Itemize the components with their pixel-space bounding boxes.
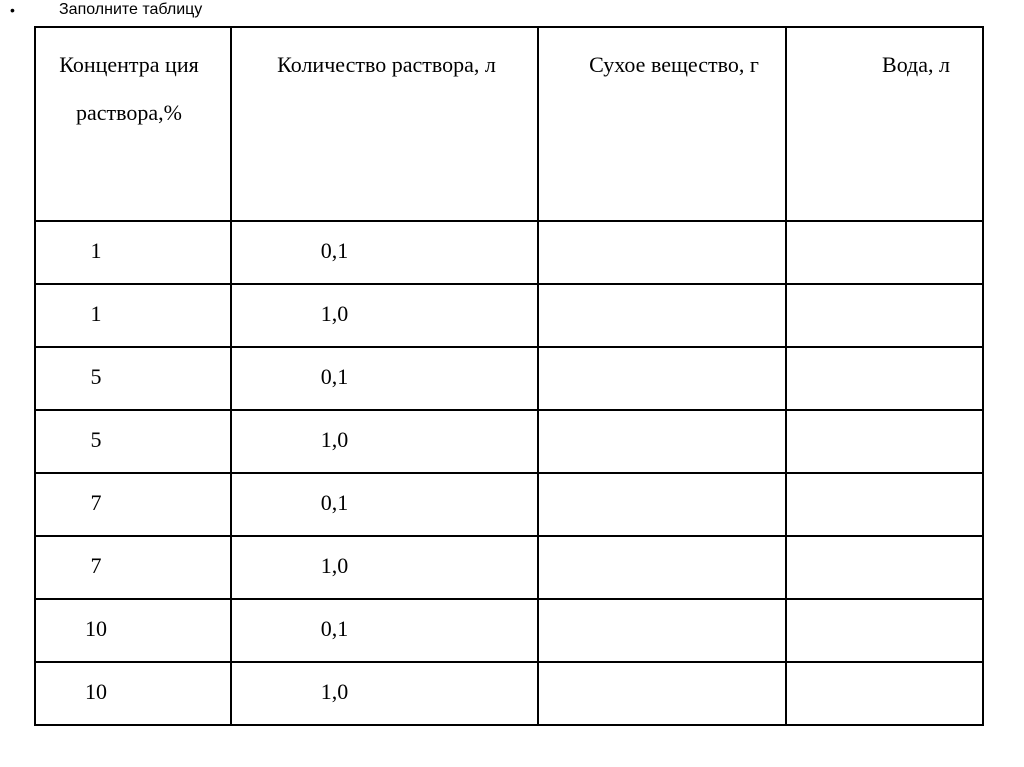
solution-table xyxy=(34,26,984,726)
cell-solution-amount xyxy=(231,347,538,410)
cell-water[interactable] xyxy=(786,599,983,662)
cell-solution-amount xyxy=(231,662,538,725)
cell-dry-matter-value xyxy=(539,474,785,488)
cell-dry-matter-value xyxy=(539,285,785,299)
table-row xyxy=(35,599,983,662)
cell-water[interactable] xyxy=(786,284,983,347)
header-dry-matter-label: Сухое вещество, г xyxy=(589,52,759,77)
cell-solution-amount-value: 1,0 xyxy=(320,301,349,326)
cell-concentration xyxy=(35,284,231,347)
cell-concentration xyxy=(35,410,231,473)
cell-concentration-value: 1 xyxy=(90,301,102,326)
cell-concentration-value: 7 xyxy=(90,553,102,578)
cell-solution-amount-value: 0,1 xyxy=(320,238,349,263)
cell-water-value xyxy=(787,222,982,236)
cell-concentration-value: 10 xyxy=(85,616,107,641)
cell-water[interactable] xyxy=(786,473,983,536)
cell-dry-matter-value xyxy=(539,600,785,614)
cell-water[interactable] xyxy=(786,536,983,599)
table-row xyxy=(35,536,983,599)
header-concentration xyxy=(35,27,231,221)
cell-concentration xyxy=(35,536,231,599)
header-dry-matter xyxy=(538,27,786,221)
cell-water[interactable] xyxy=(786,221,983,284)
cell-concentration-value: 10 xyxy=(85,679,107,704)
header-solution-amount xyxy=(231,27,538,221)
table-row xyxy=(35,284,983,347)
cell-water-value xyxy=(787,411,982,425)
cell-water-value xyxy=(787,537,982,551)
cell-concentration-value: 5 xyxy=(90,364,102,389)
cell-water-value xyxy=(787,600,982,614)
cell-dry-matter[interactable] xyxy=(538,221,786,284)
cell-dry-matter[interactable] xyxy=(538,473,786,536)
cell-water[interactable] xyxy=(786,662,983,725)
cell-solution-amount xyxy=(231,599,538,662)
header-solution-amount-label: Количество раствора, л xyxy=(277,52,496,77)
cell-solution-amount-value: 0,1 xyxy=(320,616,349,641)
cell-solution-amount-value: 0,1 xyxy=(320,490,349,515)
instruction-text: Заполните таблицу xyxy=(59,1,203,18)
table-header-row xyxy=(35,27,983,221)
table-row xyxy=(35,473,983,536)
cell-dry-matter-value xyxy=(539,663,785,677)
cell-solution-amount xyxy=(231,410,538,473)
cell-dry-matter[interactable] xyxy=(538,410,786,473)
cell-solution-amount xyxy=(231,536,538,599)
cell-concentration xyxy=(35,662,231,725)
cell-dry-matter-value xyxy=(539,411,785,425)
cell-dry-matter[interactable] xyxy=(538,284,786,347)
cell-solution-amount xyxy=(231,473,538,536)
cell-dry-matter-value xyxy=(539,537,785,551)
cell-water-value xyxy=(787,663,982,677)
cell-concentration-value: 5 xyxy=(90,427,102,452)
cell-dry-matter-value xyxy=(539,348,785,362)
cell-solution-amount-value: 1,0 xyxy=(320,679,349,704)
cell-solution-amount-value: 0,1 xyxy=(320,364,349,389)
cell-solution-amount xyxy=(231,284,538,347)
bullet-marker: • xyxy=(10,2,15,18)
header-water xyxy=(786,27,983,221)
cell-dry-matter-value xyxy=(539,222,785,236)
table-row xyxy=(35,662,983,725)
cell-concentration xyxy=(35,599,231,662)
header-water-label: Вода, л xyxy=(882,52,950,77)
cell-water-value xyxy=(787,285,982,299)
table-row xyxy=(35,221,983,284)
cell-solution-amount xyxy=(231,221,538,284)
cell-concentration xyxy=(35,347,231,410)
cell-dry-matter[interactable] xyxy=(538,347,786,410)
cell-solution-amount-value: 1,0 xyxy=(320,427,349,452)
cell-water[interactable] xyxy=(786,410,983,473)
cell-dry-matter[interactable] xyxy=(538,662,786,725)
table-row xyxy=(35,347,983,410)
cell-dry-matter[interactable] xyxy=(538,599,786,662)
cell-solution-amount-value: 1,0 xyxy=(320,553,349,578)
cell-concentration xyxy=(35,473,231,536)
cell-dry-matter[interactable] xyxy=(538,536,786,599)
cell-water-value xyxy=(787,348,982,362)
cell-water-value xyxy=(787,474,982,488)
cell-concentration-value: 7 xyxy=(90,490,102,515)
cell-water[interactable] xyxy=(786,347,983,410)
cell-concentration-value: 1 xyxy=(90,238,102,263)
table-row xyxy=(35,410,983,473)
header-concentration-label: Концентра ция раствора,% xyxy=(59,52,199,125)
cell-concentration xyxy=(35,221,231,284)
